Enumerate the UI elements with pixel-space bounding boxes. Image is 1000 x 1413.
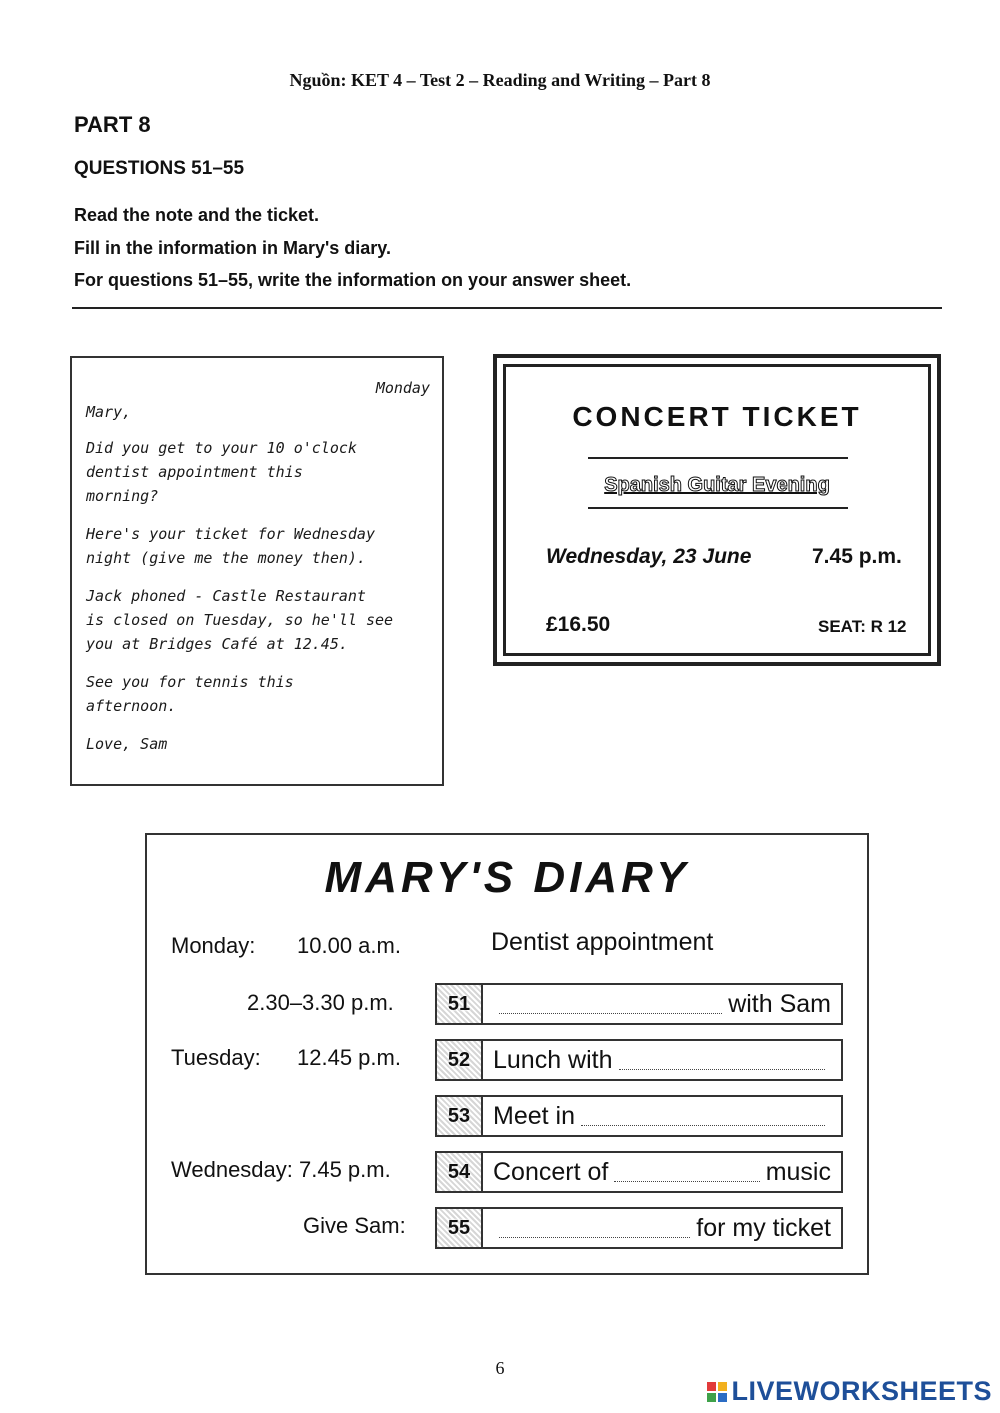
diary-wednesday-label: Wednesday: 7.45 p.m. — [171, 1157, 391, 1182]
ticket-date: Wednesday, 23 June — [546, 545, 752, 568]
logo-text: LIVEWORKSHEETS — [731, 1376, 992, 1406]
ticket-title: CONCERT TICKET — [572, 401, 862, 432]
note-line: Did you get to your 10 o'clock — [86, 439, 357, 457]
answer-51-blank[interactable] — [499, 995, 722, 1014]
note-line: night (give me the money then). — [86, 549, 366, 567]
answer-55-blank[interactable] — [499, 1219, 690, 1238]
ticket-rule — [588, 507, 848, 509]
note-line: See you for tennis this — [86, 673, 294, 691]
question-51-box — [435, 983, 843, 1025]
question-number: 51 — [437, 985, 483, 1023]
q55-after-text: for my ticket — [696, 1213, 831, 1242]
logo-square — [718, 1393, 727, 1402]
question-number: 55 — [437, 1209, 483, 1247]
q52-before-text: Lunch with — [493, 1045, 613, 1074]
liveworksheets-logo[interactable] — [707, 1376, 992, 1407]
logo-square — [707, 1393, 716, 1402]
diary-title: MARY'S DIARY — [324, 853, 690, 902]
instruction-2: Fill in the information in Mary's diary. — [74, 238, 391, 258]
q53-before-text: Meet in — [493, 1101, 575, 1130]
note-line: Here's your ticket for Wednesday — [86, 525, 375, 543]
ticket-subtitle: Spanish Guitar Evening — [604, 474, 830, 496]
divider — [72, 307, 942, 309]
part-title: PART 8 — [74, 112, 151, 137]
note-line: dentist appointment this — [86, 463, 303, 481]
ticket-seat: SEAT: R 12 — [818, 617, 907, 636]
q54-before-text: Concert of — [493, 1157, 609, 1186]
note-line: you at Bridges Café at 12.45. — [86, 635, 348, 653]
instruction-1: Read the note and the ticket. — [74, 205, 320, 225]
ticket-time: 7.45 p.m. — [812, 545, 902, 568]
answer-54-blank[interactable] — [614, 1163, 759, 1182]
diary-give-label: Give Sam: — [303, 1213, 406, 1238]
diary-tuesday-label: Tuesday: — [171, 1045, 261, 1070]
note-line: morning? — [86, 487, 159, 505]
diary-time-51: 2.30–3.30 p.m. — [247, 990, 394, 1015]
question-52-box — [435, 1039, 843, 1081]
diary-time-52: 12.45 p.m. — [297, 1045, 401, 1070]
note-line: afternoon. — [86, 697, 177, 715]
ticket-inner-border — [503, 364, 931, 656]
logo-squares-icon — [707, 1382, 727, 1402]
questions-heading: QUESTIONS 51–55 — [74, 158, 245, 179]
note-day: Monday — [375, 379, 430, 397]
question-number: 52 — [437, 1041, 483, 1079]
logo-square — [707, 1382, 716, 1391]
logo-square — [718, 1382, 727, 1391]
concert-ticket — [493, 354, 941, 666]
question-53-box — [435, 1095, 843, 1137]
diary-monday-entry: Dentist appointment — [491, 928, 714, 956]
note-line: is closed on Tuesday, so he'll see — [86, 611, 394, 629]
answer-53-blank[interactable] — [581, 1107, 825, 1126]
question-number: 53 — [437, 1097, 483, 1135]
question-54-box — [435, 1151, 843, 1193]
source-line: Nguồn: KET 4 – Test 2 – Reading and Writing – Part 8 — [289, 70, 711, 90]
diary-monday-label: Monday: — [171, 933, 256, 958]
note-greeting: Mary, — [86, 403, 132, 421]
q51-after-text: with Sam — [728, 989, 831, 1018]
ticket-price: £16.50 — [546, 613, 611, 636]
question-55-box — [435, 1207, 843, 1249]
question-number: 54 — [437, 1153, 483, 1191]
diary-monday-time: 10.00 a.m. — [297, 933, 401, 958]
marys-diary — [145, 833, 869, 1275]
ticket-rule — [588, 457, 848, 459]
page-number: 6 — [495, 1358, 505, 1378]
note-signoff: Love, Sam — [86, 735, 168, 753]
q54-after-text: music — [765, 1157, 831, 1186]
note-card — [70, 356, 444, 786]
answer-52-blank[interactable] — [619, 1051, 825, 1070]
instruction-3: For questions 51–55, write the information on your answer sheet. — [74, 270, 632, 290]
note-line: Jack phoned - Castle Restaurant — [86, 587, 366, 605]
